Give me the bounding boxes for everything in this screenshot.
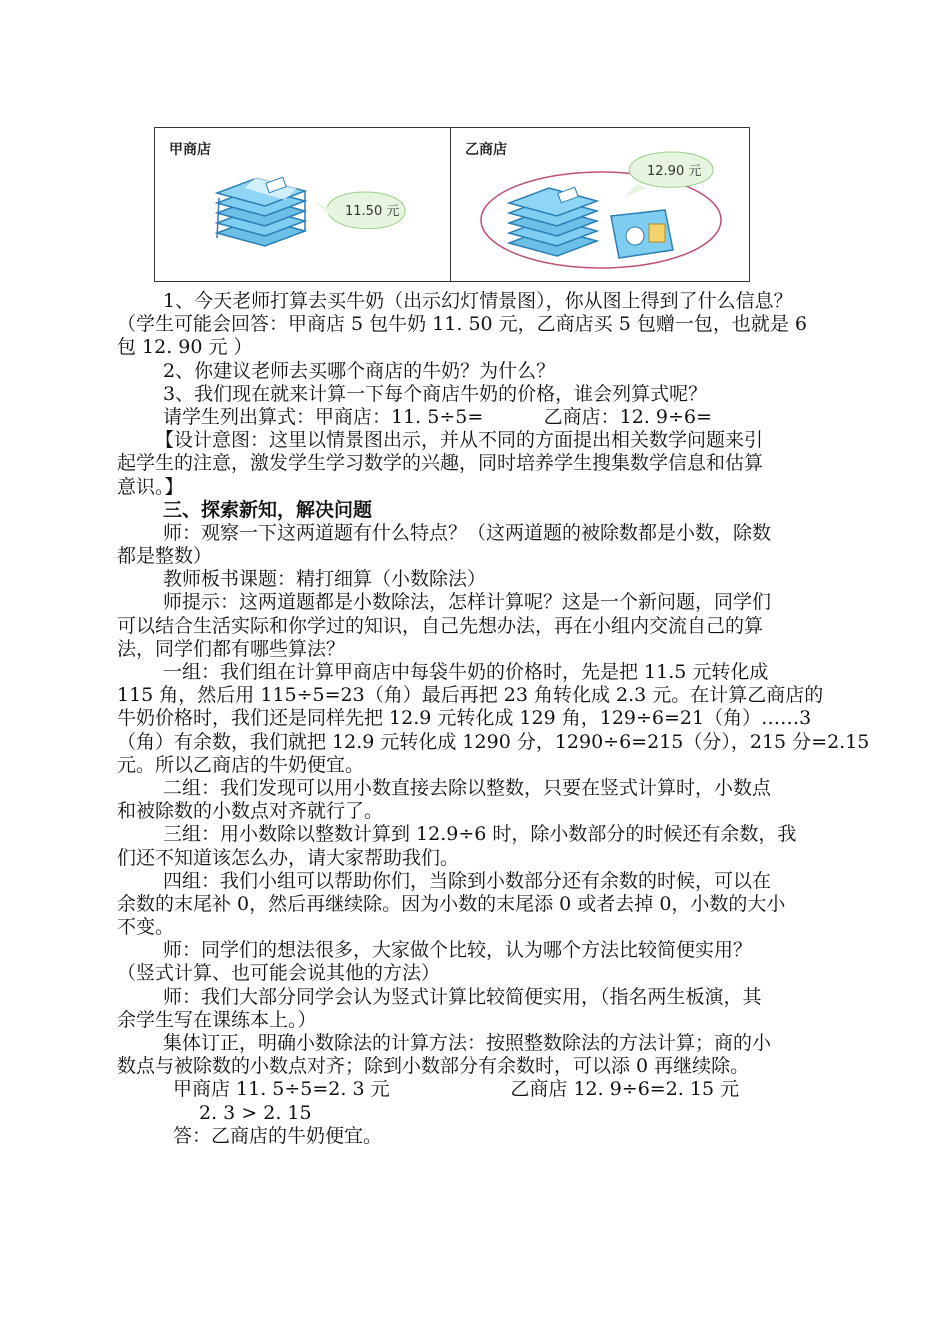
paragraph-line: （竖式计算、也可能会说其他的方法） [117, 962, 441, 985]
shop-b-panel [451, 128, 748, 281]
milk-bag-stack-icon [217, 176, 305, 246]
shop-b-price: 12.90 元 [647, 164, 702, 179]
shop-a-label: 甲商店 [169, 142, 211, 158]
paragraph-line: （学生可能会回答：甲商店 5 包牛奶 11. 50 元，乙商店买 5 包赠一包，也就是 6 [117, 313, 807, 336]
paragraph-line: 们还不知道该怎么办，请大家帮助我们。 [117, 846, 460, 869]
paragraph-line: 余学生写在课练本上。） [117, 1008, 317, 1031]
paragraph-line: 可以结合生活实际和你学过的知识，自己先想办法，再在小组内交流自己的算 [117, 614, 764, 637]
section-heading: 三、探索新知，解决问题 [163, 498, 373, 521]
paragraph-line: 法，同学们都有哪些算法？ [117, 637, 346, 660]
paragraph-line: 意识。】 [117, 475, 184, 498]
paragraph-line: 四组：我们小组可以帮助你们，当除到小数部分还有余数的时候，可以在 [163, 869, 772, 892]
paragraph-line: 二组：我们发现可以用小数直接去除以整数，只要在竖式计算时，小数点 [163, 776, 772, 799]
bonus-milk-bag-icon [611, 210, 673, 258]
paragraph-line: 三组：用小数除以整数计算到 12.9÷6 时，除小数部分的时候还有余数，我 [163, 823, 797, 846]
paragraph-line: 甲商店 11. 5÷5=2. 3 元 乙商店 12. 9÷6=2. 15 元 [173, 1078, 740, 1101]
paragraph-line: 师提示：这两道题都是小数除法，怎样计算呢？这是一个新问题，同学们 [163, 591, 772, 614]
paragraph-line: 牛奶价格时，我们还是同样先把 12.9 元转化成 129 角，129÷6=21（角）……3 [117, 707, 812, 730]
paragraph-line: 师：同学们的想法很多，大家做个比较，认为哪个方法比较简便实用？ [163, 939, 753, 962]
paragraph-line: 教师板书课题：精打细算（小数除法） [163, 568, 487, 591]
paragraph-line: 和被除数的小数点对齐就行了。 [117, 800, 384, 823]
paragraph-line: 一组：我们组在计算甲商店中每袋牛奶的价格时，先是把 11.5 元转化成 [163, 661, 769, 683]
shop-a-price: 11.50 元 [345, 204, 400, 219]
paragraph-line: 师：观察一下这两道题有什么特点？（这两道题的被除数都是小数，除数 [163, 521, 772, 544]
shop-a-panel [155, 128, 451, 281]
paragraph-line: 2、你建议老师去买哪个商店的牛奶？为什么？ [163, 359, 556, 382]
paragraph-line: 起学生的注意，激发学生学习数学的兴趣，同时培养学生搜集数学信息和估算 [117, 452, 764, 475]
paragraph-line: 不变。 [117, 916, 175, 939]
price-bubble-b [623, 152, 713, 198]
lesson-text [117, 290, 870, 1148]
paragraph-line: 【设计意图：这里以情景图出示，并从不同的方面提出相关数学问题来引 [155, 429, 764, 452]
paragraph-line: 答：乙商店的牛奶便宜。 [173, 1124, 383, 1147]
shop-b-label: 乙商店 [465, 142, 507, 158]
paragraph-line: 元。所以乙商店的牛奶便宜。 [117, 753, 365, 776]
paragraph-line: 余数的末尾补 0，然后再继续除。因为小数的末尾添 0 或者去掉 0，小数的大小 [117, 892, 786, 915]
paragraph-line: 1、今天老师打算去买牛奶（出示幻灯情景图），你从图上得到了什么信息？ [163, 290, 793, 312]
scene-illustration [154, 127, 750, 282]
paragraph-line: 都是整数） [117, 545, 213, 568]
paragraph-line: 数点与被除数的小数点对齐；除到小数部分有余数时，可以添 0 再继续除。 [117, 1055, 750, 1078]
paragraph-line: 包 12. 90 元 ） [117, 336, 253, 359]
paragraph-line: 3、我们现在就来计算一下每个商店牛奶的价格，谁会列算式呢？ [163, 382, 708, 405]
paragraph-line: （角）有余数，我们就把 12.9 元转化成 1290 分，1290÷6=215（分），215 分=2.15 [117, 730, 870, 753]
paragraph-line: 师：我们大部分同学会认为竖式计算比较简便实用，（指名两生板演，其 [163, 985, 762, 1008]
price-bubble-a [315, 192, 405, 229]
paragraph-line: 集体订正，明确小数除法的计算方法：按照整数除法的方法计算；商的小 [163, 1032, 772, 1054]
paragraph-line: 请学生列出算式：甲商店：11. 5÷5= 乙商店：12. 9÷6= [163, 405, 712, 428]
paragraph-line: 2. 3 > 2. 15 [199, 1101, 312, 1124]
paragraph-line: 115 角，然后用 115÷5=23（角）最后再把 23 角转化成 2.3 元。在计算乙商店的 [117, 684, 824, 707]
milk-bag-stack-icon [509, 187, 597, 256]
